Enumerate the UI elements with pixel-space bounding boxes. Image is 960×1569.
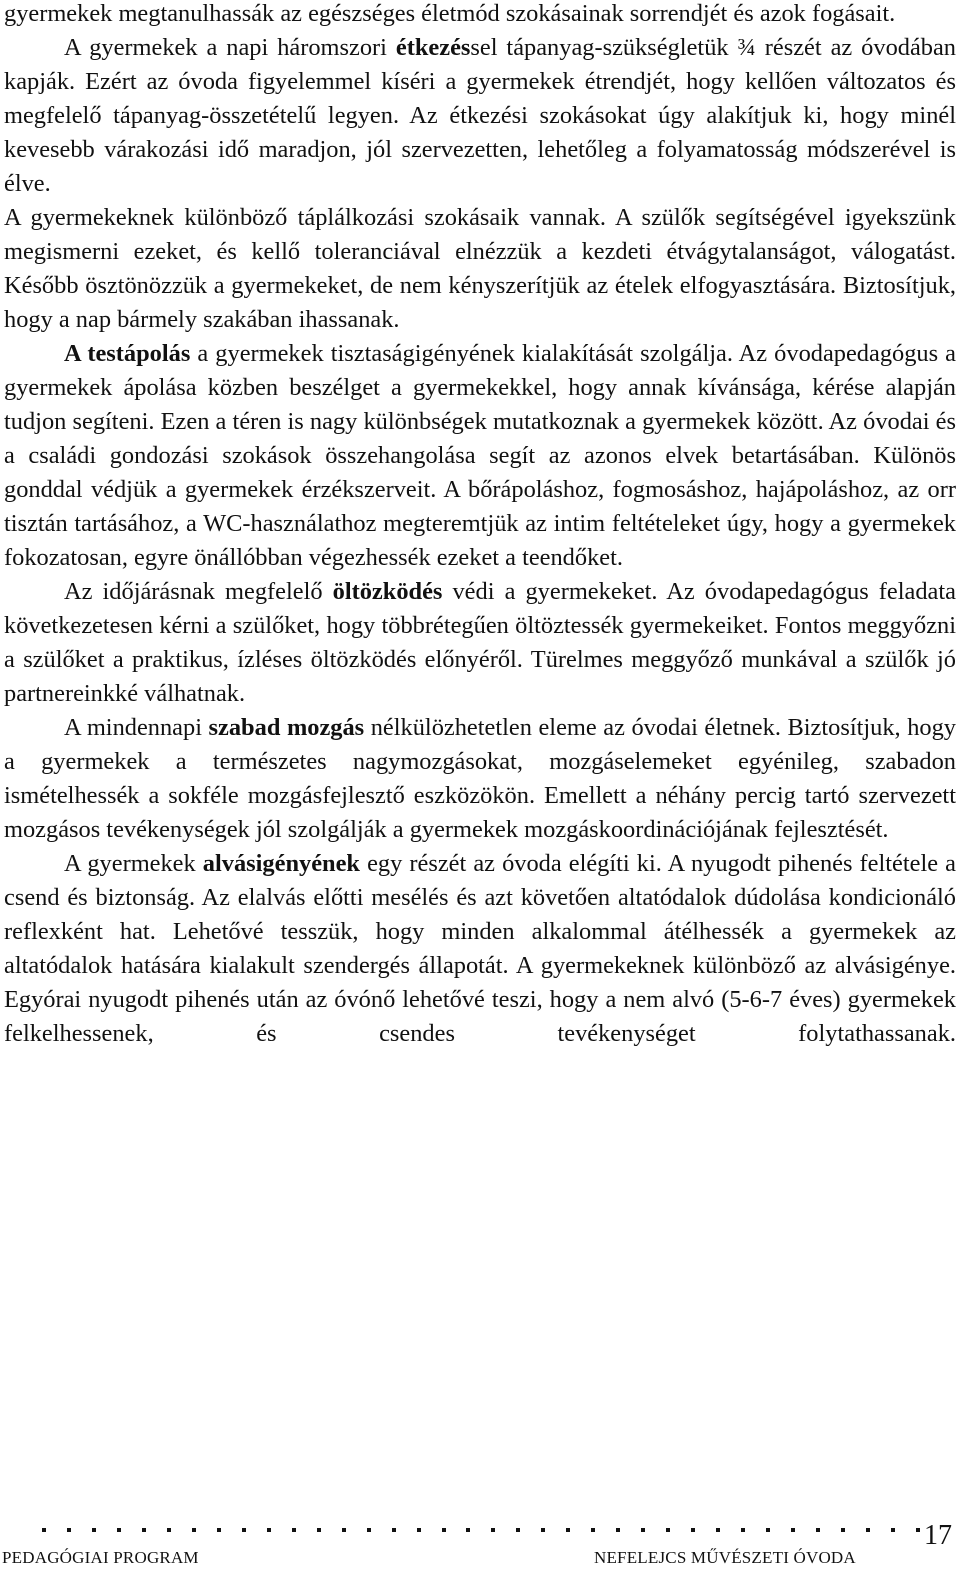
text-run: nélkülözhetetlen eleme az óvodai életnek. Biztosítjuk, hogy a gyermekek a természetes nagymozgásokat, mozgáselemeket egyénileg, szabadon ismételhessék a sokféle mozgásfejlesztő eszközökön. Emellett a néhány percig tartó szervezett mozgásos tevékenységek jól szolgálják a gyermekek mozgáskoordinációjának fejlesztését.: [4, 714, 956, 843]
footer-dotted-rule: [0, 1520, 920, 1540]
paragraph-sleep: [4, 847, 956, 1051]
keyword-etkezes: étkezés: [395, 34, 471, 61]
paragraph-healthy-lifestyle-end: gyermekek megtanulhassák az egészséges életmód szokásainak sorrendjét és azok fogásait.: [4, 0, 896, 27]
footer-program-title: PEDAGÓGIAI PROGRAM: [2, 1548, 199, 1567]
keyword-alvasigeny: alvásigényének: [202, 850, 360, 877]
footer-institution-name: NEFELEJCS MŰVÉSZETI ÓVODA: [594, 1548, 856, 1567]
paragraph-clothing: [4, 575, 956, 711]
text-run: védi a gyermekeket. Az óvodapedagógus feladata következetesen kérni a szülőket, hogy többrétegűen öltöztessék gyermekeiket. Fontos meggyőzni a szülőket a praktikus, ízléses öltözködés előnyéről. Türelmes meggyőző munkával a szülők jó partnereinkké válhatnak.: [4, 578, 956, 707]
text-run: Az időjárásnak megfelelő: [64, 578, 333, 605]
text-run: a gyermekek tisztaságigényének kialakítását szolgálja. Az óvodapedagógus a gyermekek ápolása közben beszélget a gyermekekkel, hogy annak kívánsága, kérése alapján tudjon segíteni. Ezen a téren is nagy különbségek mutatkoznak a gyermekek között. Az óvodai és a családi gondozási szokások összehangolása segít az azonos elvek betartásában. Különös gonddal védjük a gyermekek érzékszerveit. A bőrápoláshoz, fogmosáshoz, hajápoláshoz, az orr tisztán tartásához, a WC-használathoz megteremtjük az intim feltételeket úgy, hogy a gyermekek fokozatosan, egyre önállóbban végezhessék ezeket a teendőket.: [4, 340, 956, 571]
text-run: sel tápanyag-szükségletük ¾ részét az óvodában kapják. Ezért az óvoda figyelemmel kíséri a gyermekek étrendjét, hogy kellően változatos és megfelelő tápanyag-összetételű legyen. Az étkezési szokásokat úgy alakítjuk ki, hogy minél kevesebb várakozási idő maradjon, jól szervezetten, lehetőleg a folyamatosság módszerével is élve.: [4, 34, 956, 197]
text-run: A gyermekek a napi háromszori: [64, 34, 396, 61]
document-body: [4, 0, 956, 1051]
text-run: egy részét az óvoda elégíti ki. A nyugodt pihenés feltétele a csend és biztonság. Az elalvás előtti mesélés és azt követően altatódalok dúdolása kondicionáló reflexként hat. Lehetővé tesszük, hogy minden alkalommal átélhessék a gyermekek az altatódalok hatására kialakult szendergés állapotát. A gyermekeknek különböző az alvásigénye. Egyórai nyugodt pihenés után az óvónő lehetővé teszi, hogy a nem alvó (5-6-7 éves) gyermekek felkelhessenek, és csendes tevékenységet folytathassanak.: [4, 850, 956, 1047]
paragraph-free-movement: [4, 711, 956, 847]
page-number: 17: [924, 1520, 952, 1551]
keyword-testapolas: A testápolás: [64, 340, 191, 367]
paragraph-eating-habits: A gyermekeknek különböző táplálkozási szokásaik vannak. A szülők segítségével igyekszünk megismerni ezeket, és kellő toleranciával elnézzük a kezdeti étvágytalanságot, válogatást. Később ösztönözzük a gyermekeket, de nem kényszerítjük az ételek elfogyasztására. Biztosítjuk, hogy a nap bármely szakában ihassanak.: [4, 204, 956, 333]
text-run: A mindennapi: [64, 714, 209, 741]
text-run: A gyermekek: [64, 850, 203, 877]
paragraph-hygiene: [4, 337, 956, 575]
paragraph-nutrition: [4, 31, 956, 201]
keyword-szabad-mozgas: szabad mozgás: [208, 714, 365, 741]
keyword-oltozkodes: öltözködés: [332, 578, 443, 605]
